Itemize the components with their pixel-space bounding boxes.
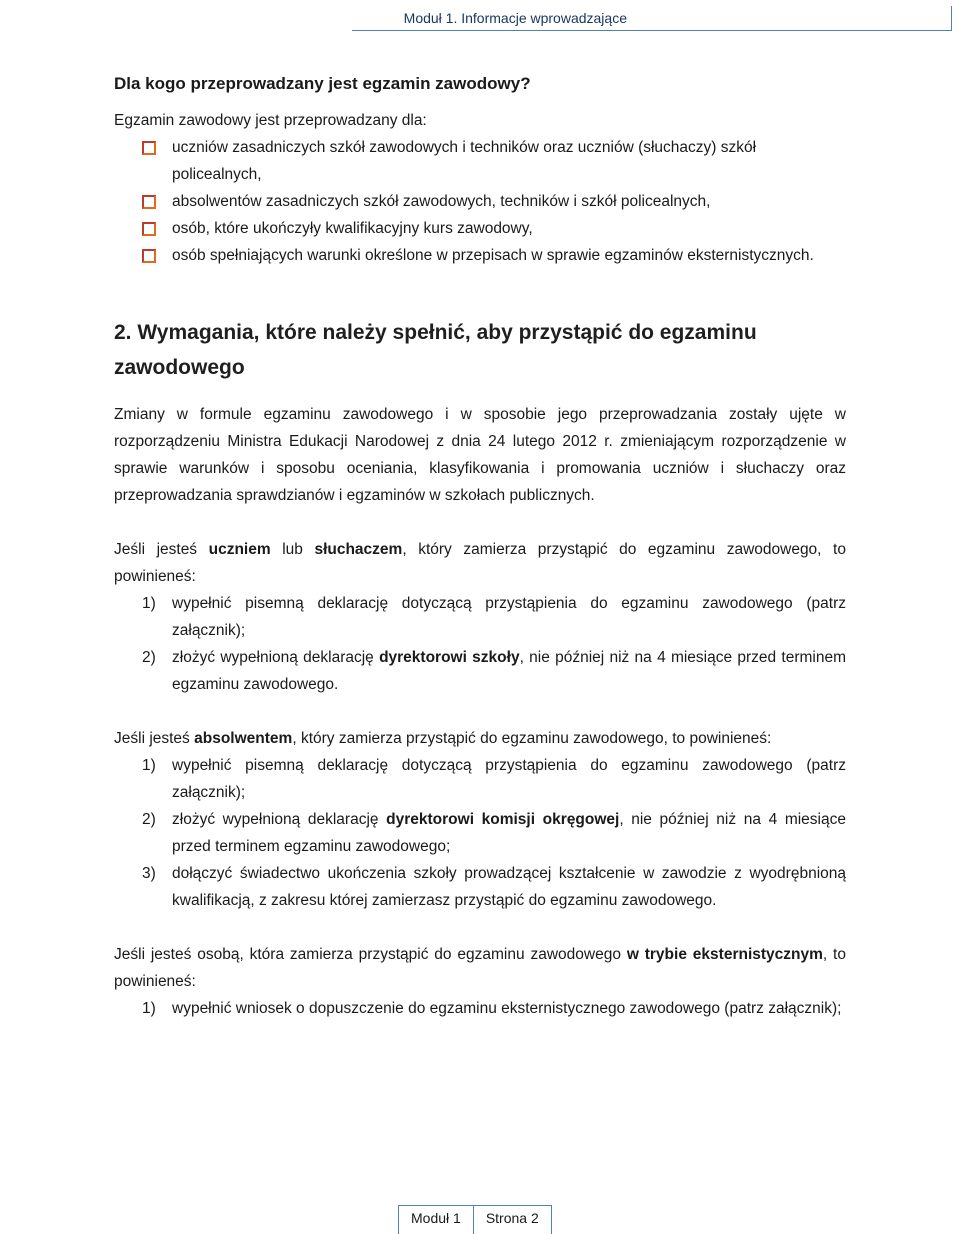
header-title: Moduł 1. Informacje wprowadzające [403,10,627,26]
bullet-list [114,134,846,269]
external-steps [114,995,846,1022]
list-item: 2) złożyć wypełnioną deklarację dyrektorowi szkoły, nie później niż na 4 miesiące przed terminem egzaminu zawodowego. [142,649,847,693]
list-item: uczniów zasadniczych szkół zawodowych i techników oraz uczniów (słuchaczy) szkół policealnych, [114,134,846,188]
student-paragraph: Jeśli jesteś uczniem lub słuchaczem, który zamierza przystąpić do egzaminu zawodowego, to powinieneś: [114,541,846,585]
footer-page-number: Strona 2 [474,1205,552,1234]
page-header [0,0,960,38]
external-paragraph: Jeśli jesteś osobą, która zamierza przystąpić do egzaminu zawodowego w trybie eksternistycznym, to powinieneś: [114,946,846,990]
section2-heading: 2. Wymagania, które należy spełnić, aby przystąpić do egzaminu zawodowego [114,321,757,379]
student-steps [114,590,846,698]
graduate-paragraph: Jeśli jesteś absolwentem, który zamierza przystąpić do egzaminu zawodowego, to powinieneś: [114,730,772,747]
square-bullet-icon [142,195,156,209]
footer-module: Moduł 1 [398,1205,474,1234]
square-bullet-icon [142,249,156,263]
list-item: osób spełniających warunki określone w przepisach w sprawie egzaminów eksternistycznych. [114,242,846,269]
list-item: absolwentów zasadniczych szkół zawodowych, techników i szkół policealnych, [114,188,846,215]
graduate-steps [114,752,846,914]
list-item: osób, które ukończyły kwalifikacyjny kurs zawodowy, [114,215,846,242]
section1-heading: Dla kogo przeprowadzany jest egzamin zawodowy? [114,74,531,93]
square-bullet-icon [142,141,156,155]
square-bullet-icon [142,222,156,236]
page-footer [398,1205,552,1233]
list-item: 1) wypełnić wniosek o dopuszczenie do egzaminu eksternistycznego zawodowego (patrz załącznik); [142,1000,842,1017]
page-content [114,70,846,1022]
section2-intro: Zmiany w formule egzaminu zawodowego i w sposobie jego przeprowadzania zostały ujęte w rozporządzeniu Ministra Edukacji Narodowej z dnia 24 lutego 2012 r. zmieniającym rozporządzenie w sprawie warunków i sposobu oceniania, klasyfikowania i promowania uczniów i słuchaczy oraz przeprowadzania sprawdzianów i egzaminów w szkołach publicznych. [114,406,846,504]
section1-intro: Egzamin zawodowy jest przeprowadzany dla: [114,112,427,129]
list-item: 1) wypełnić pisemną deklarację dotyczącą przystąpienia do egzaminu zawodowego (patrz załącznik); [142,595,846,639]
list-item: 2) złożyć wypełnioną deklarację dyrektorowi komisji okręgowej, nie później niż na 4 miesiące przed terminem egzaminu zawodowego; [142,811,846,855]
list-item: 1) wypełnić pisemną deklarację dotyczącą przystąpienia do egzaminu zawodowego (patrz załącznik); [142,757,846,801]
list-item: 3) dołączyć świadectwo ukończenia szkoły prowadzącej kształcenie w zawodzie z wyodrębnioną kwalifikacją, z zakresu której zamierzasz przystąpić do egzaminu zawodowego. [142,865,846,909]
